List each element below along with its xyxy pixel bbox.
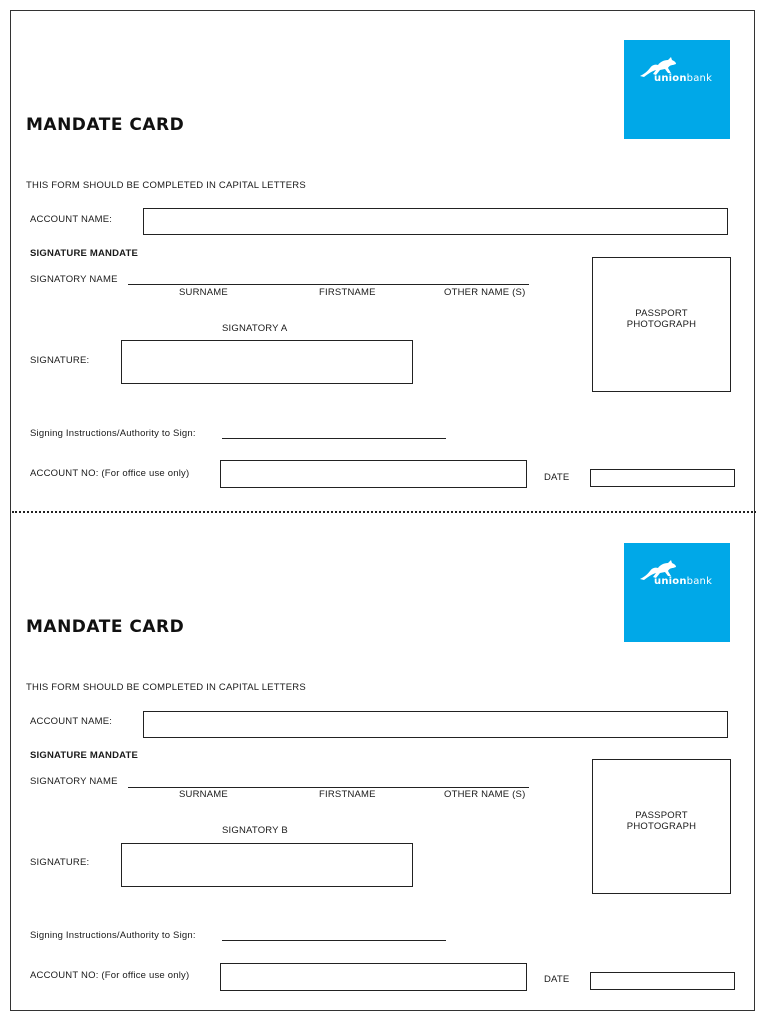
signature-field[interactable] xyxy=(121,340,413,384)
signing-instructions-line[interactable] xyxy=(222,438,446,439)
logo-wordmark: unionbank xyxy=(654,576,713,587)
date-label: DATE xyxy=(544,974,570,985)
card-title: MANDATE CARD xyxy=(26,617,185,637)
signature-label: SIGNATURE: xyxy=(30,355,90,366)
signing-instructions-label: Signing Instructions/Authority to Sign: xyxy=(30,930,196,941)
signature-mandate-heading: SIGNATURE MANDATE xyxy=(30,248,139,259)
othername-label: OTHER NAME (S) xyxy=(444,287,526,298)
account-no-field[interactable] xyxy=(220,963,527,991)
logo-wordmark: unionbank xyxy=(654,73,713,84)
passport-label: PASSPORT PHOTOGRAPH xyxy=(626,810,697,832)
account-no-label: ACCOUNT NO: (For office use only) xyxy=(30,468,190,479)
mandate-card-a xyxy=(0,0,768,503)
signatory-name-line[interactable] xyxy=(128,787,529,788)
passport-label: PASSPORT PHOTOGRAPH xyxy=(626,308,697,330)
signing-instructions-line[interactable] xyxy=(222,940,446,941)
card-title: MANDATE CARD xyxy=(26,115,185,135)
signatory-name-label: SIGNATORY NAME xyxy=(30,776,118,787)
signatory-name-label: SIGNATORY NAME xyxy=(30,274,118,285)
signatory-name-line[interactable] xyxy=(128,284,529,285)
surname-label: SURNAME xyxy=(179,789,228,800)
account-name-field[interactable] xyxy=(143,208,728,235)
firstname-label: FIRSTNAME xyxy=(319,287,376,298)
firstname-label: FIRSTNAME xyxy=(319,789,376,800)
account-name-field[interactable] xyxy=(143,711,728,738)
date-label: DATE xyxy=(544,472,570,483)
signatory-label: SIGNATORY B xyxy=(222,825,288,836)
instruction-text: THIS FORM SHOULD BE COMPLETED IN CAPITAL LETTERS xyxy=(26,682,306,693)
signature-label: SIGNATURE: xyxy=(30,857,90,868)
signature-field[interactable] xyxy=(121,843,413,887)
account-no-field[interactable] xyxy=(220,460,527,488)
passport-photo-box[interactable] xyxy=(592,257,731,392)
union-bank-logo xyxy=(624,40,730,139)
othername-label: OTHER NAME (S) xyxy=(444,789,526,800)
signature-mandate-heading: SIGNATURE MANDATE xyxy=(30,750,139,761)
passport-photo-box[interactable] xyxy=(592,759,731,894)
mandate-card-b xyxy=(0,503,768,1006)
account-name-label: ACCOUNT NAME: xyxy=(30,716,113,727)
account-no-label: ACCOUNT NO: (For office use only) xyxy=(30,970,190,981)
instruction-text: THIS FORM SHOULD BE COMPLETED IN CAPITAL LETTERS xyxy=(26,180,306,191)
union-bank-logo xyxy=(624,543,730,642)
signatory-label: SIGNATORY A xyxy=(222,323,288,334)
signing-instructions-label: Signing Instructions/Authority to Sign: xyxy=(30,428,196,439)
account-name-label: ACCOUNT NAME: xyxy=(30,214,113,225)
date-field[interactable] xyxy=(590,469,735,487)
surname-label: SURNAME xyxy=(179,287,228,298)
date-field[interactable] xyxy=(590,972,735,990)
